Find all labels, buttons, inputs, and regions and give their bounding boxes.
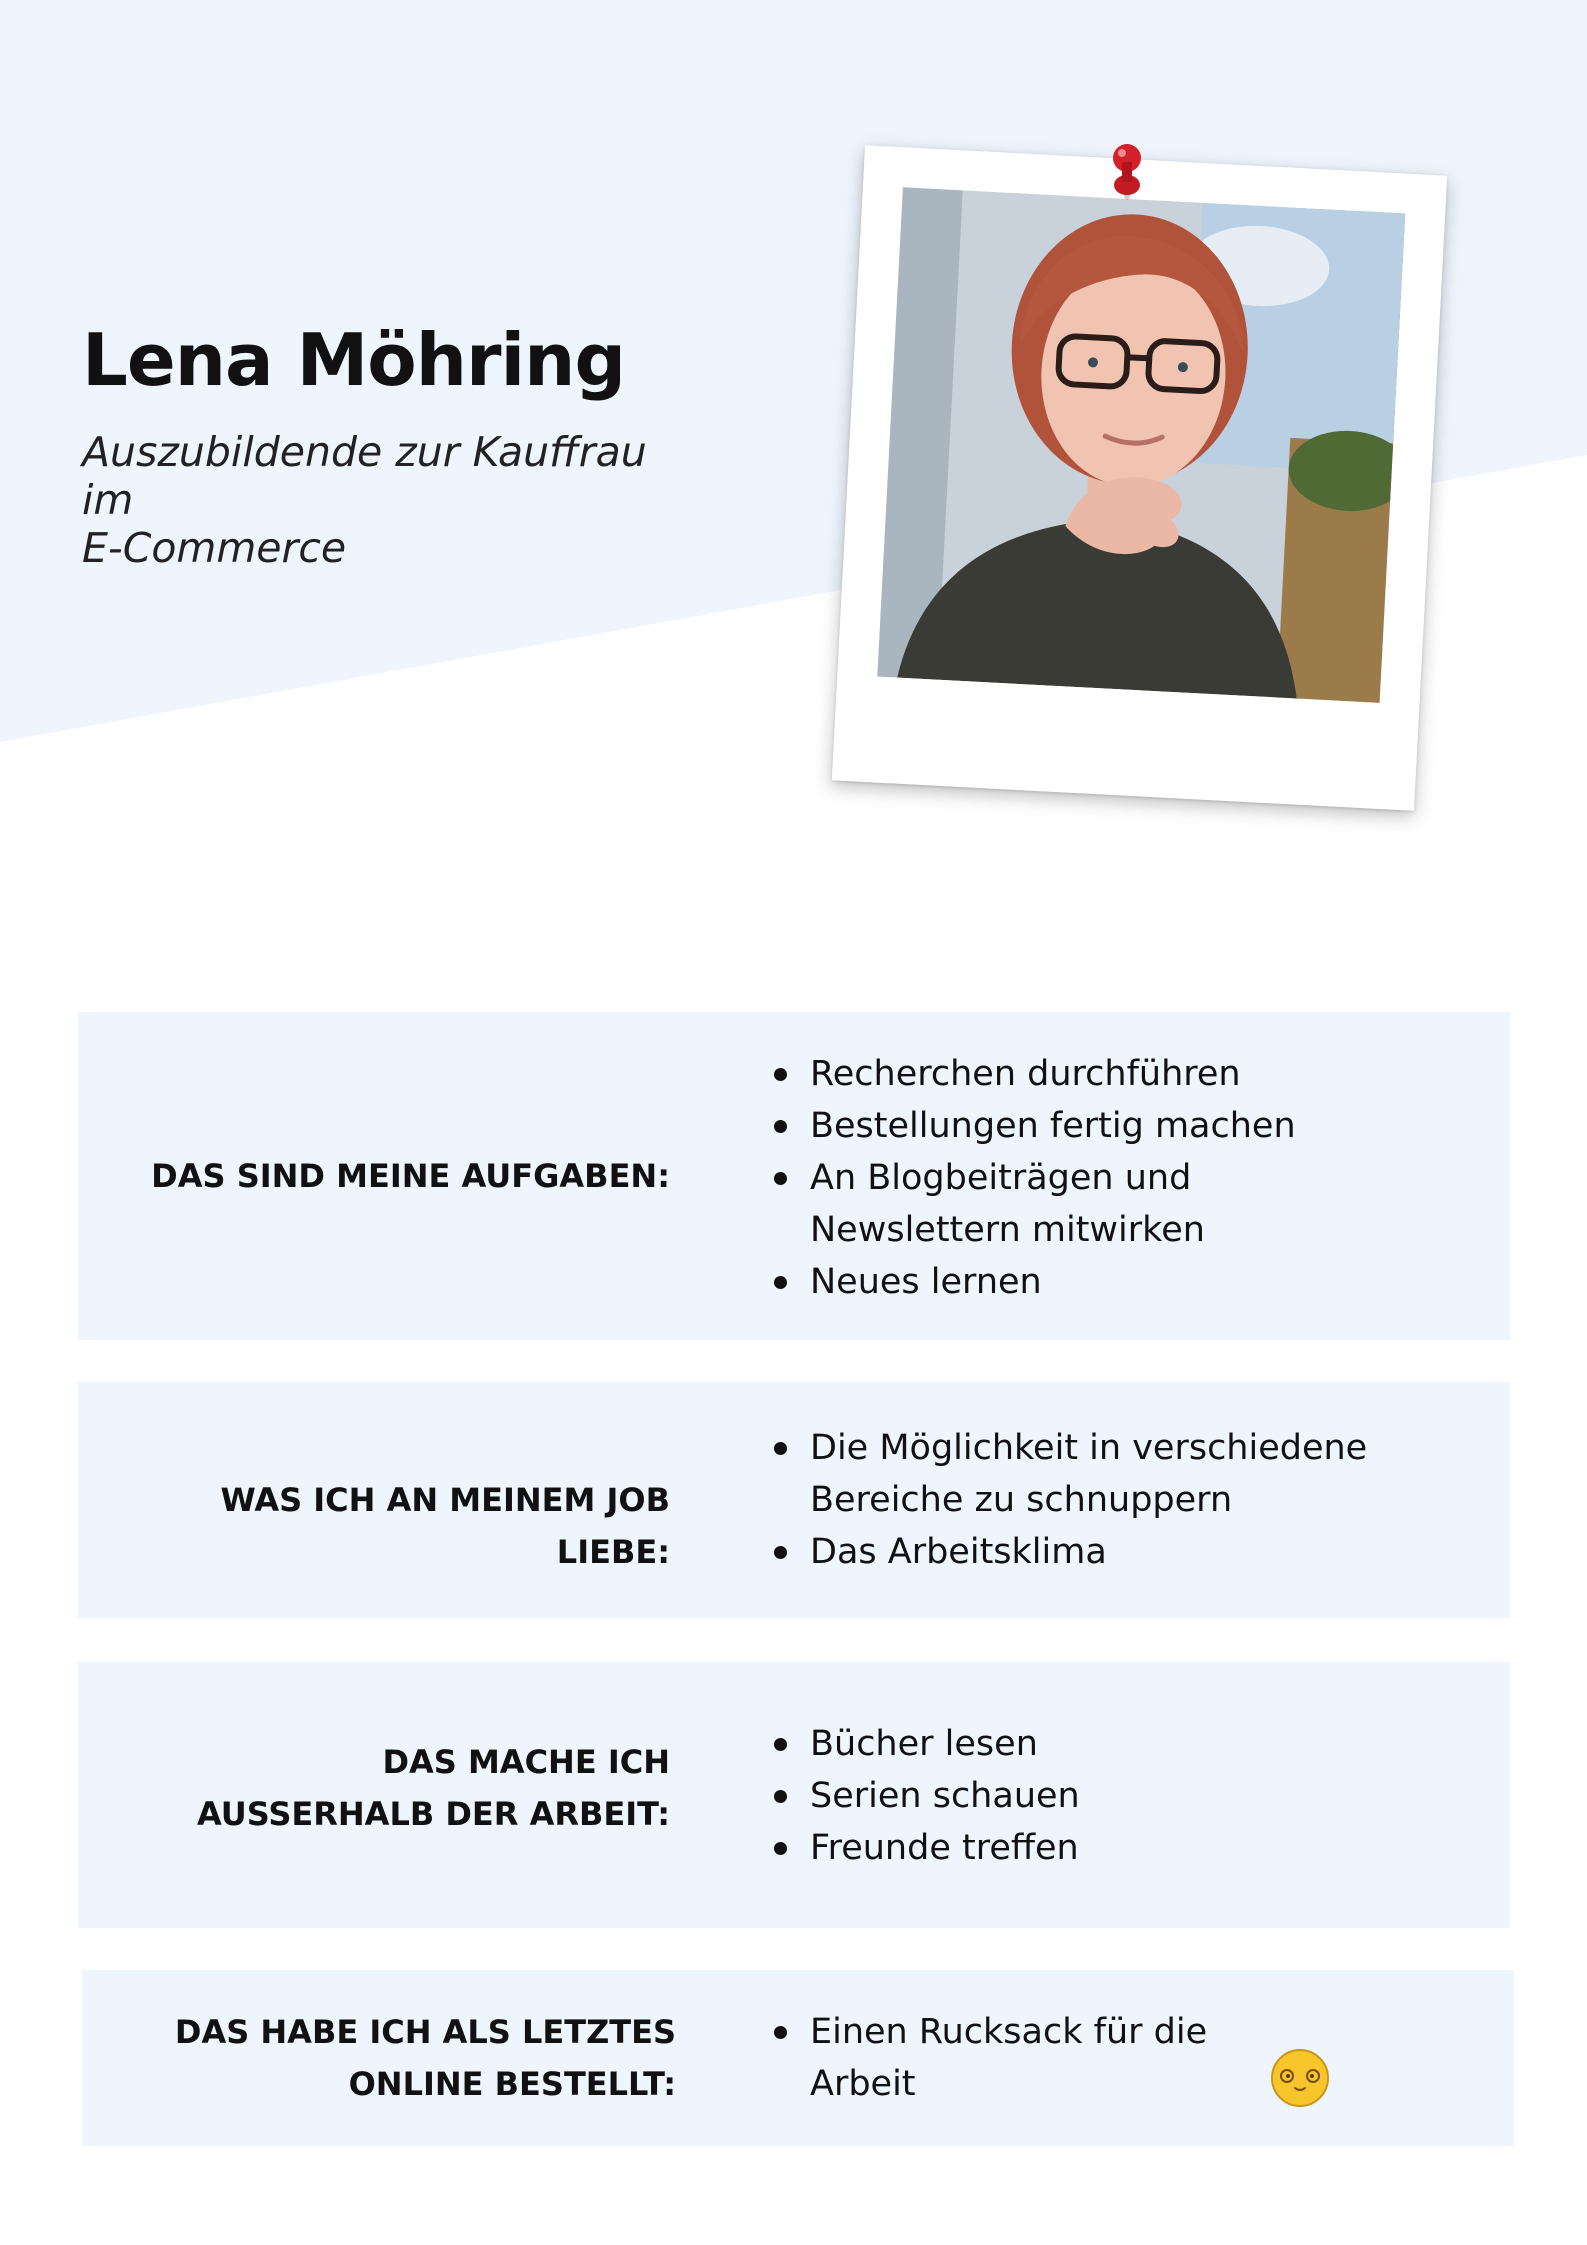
list-item: Neues lernen — [770, 1256, 1410, 1308]
section-label-line: ONLINE BESTELLT: — [348, 2065, 676, 2103]
section-label-line: DAS HABE ICH ALS LETZTES — [174, 2013, 676, 2051]
section-label-line: WAS ICH AN MEINEM JOB LIEBE: — [220, 1481, 670, 1571]
section-outside-work — [78, 1662, 1510, 1928]
section-label-line: DAS SIND MEINE AUFGABEN: — [151, 1157, 670, 1195]
profile-subtitle — [82, 428, 702, 572]
section-label — [116, 2006, 676, 2110]
section-list — [770, 1718, 1410, 1874]
subtitle-line-1: Auszubildende zur Kauffrau im — [82, 428, 647, 524]
pushpin-icon — [1102, 140, 1152, 220]
list-item: Bestellungen fertig machen — [770, 1100, 1410, 1152]
list-item: Bücher lesen — [770, 1718, 1410, 1770]
section-job-love — [78, 1382, 1510, 1618]
section-label-line: AUSSERHALB DER ARBEIT: — [196, 1795, 670, 1833]
list-item: Recherchen durchführen — [770, 1048, 1410, 1100]
section-label-line: DAS MACHE ICH — [382, 1743, 670, 1781]
profile-name: Lena Möhring — [82, 318, 625, 402]
section-list — [770, 1422, 1410, 1578]
list-item: An Blogbeiträgen und Newslettern mitwirken — [770, 1152, 1410, 1256]
polaroid-frame — [832, 145, 1447, 811]
section-label — [110, 1150, 670, 1202]
section-list — [770, 2006, 1210, 2110]
section-label — [110, 1474, 670, 1578]
smiling-face-emoji-icon — [1270, 2048, 1330, 2108]
list-item: Das Arbeitsklima — [770, 1526, 1410, 1578]
subtitle-line-2: E-Commerce — [82, 524, 347, 572]
section-tasks — [78, 1012, 1510, 1340]
portrait-illustration — [877, 187, 1405, 703]
list-item: Einen Rucksack für die Arbeit — [770, 2006, 1210, 2110]
portrait-photo — [877, 187, 1405, 703]
list-item: Serien schauen — [770, 1770, 1410, 1822]
list-item: Die Möglichkeit in verschiedene Bereiche zu schnuppern — [770, 1422, 1410, 1526]
section-label — [110, 1736, 670, 1840]
section-list — [770, 1048, 1410, 1308]
list-item: Freunde treffen — [770, 1822, 1410, 1874]
